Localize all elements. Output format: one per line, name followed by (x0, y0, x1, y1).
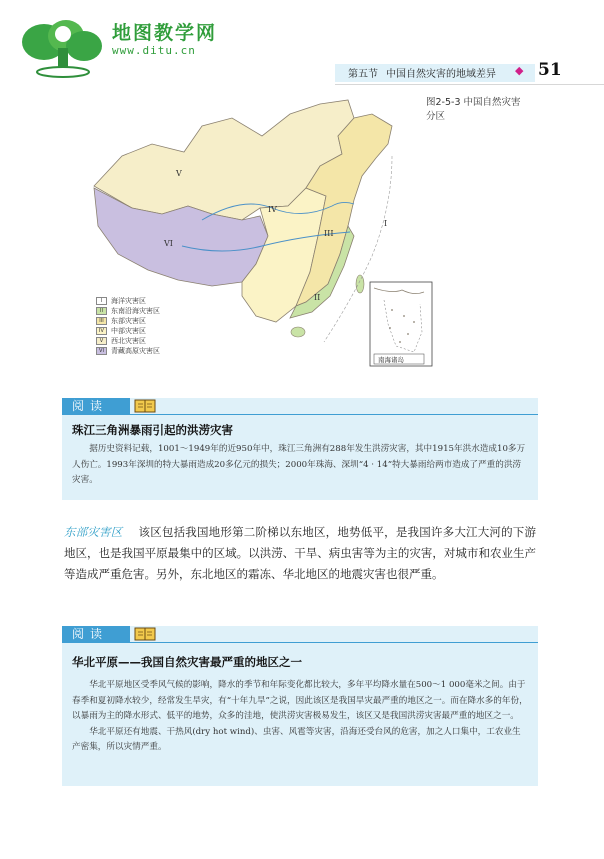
header-chapter-title: 中国自然灾害的地域差异 (386, 69, 496, 80)
figure-caption-line1: 图2-5-3 中国自然灾害 (426, 97, 521, 108)
legend-label: 海洋灾害区 (111, 297, 146, 305)
logo-title: 地图教学网 (112, 22, 218, 44)
inset-label: 南海诸岛 (378, 356, 404, 364)
legend-label: 东南沿海灾害区 (111, 307, 160, 315)
diamond-icon: ◆ (515, 64, 524, 77)
legend-swatch: I (96, 297, 107, 305)
reading-paragraph: 据历史资料记载，1001～1949年的近950年中，珠江三角洲有288年发生洪涝灾害，其中1915年洪水造成10多万人伤亡。1993年深圳的特大暴雨造成20多亿元的损失；2000年珠海、深圳“4 · 14”特大暴雨给两市造成了严重的洪涝灾害。 (72, 444, 526, 485)
east-zone-paragraph (64, 522, 536, 585)
reading-paragraph: 华北平原还有地震、干热风(dry hot wind)、虫害、风雹等灾害，沿海还受台风的危害，加之人口集中，工农业生产密集，所以灾情严重。 (72, 726, 521, 752)
legend-swatch: IV (96, 327, 107, 335)
taiwan-island (356, 275, 364, 293)
legend-item (96, 336, 160, 346)
legend-swatch: V (96, 337, 107, 345)
reading-tab-1: 阅读 (62, 398, 130, 414)
east-zone-term: 东部灾害区 (64, 525, 123, 539)
logo-tree-icon (14, 14, 110, 80)
region-label-ii: II (314, 293, 321, 302)
inset-frame (370, 282, 432, 366)
legend-item (96, 296, 160, 306)
region-label-iv: IV (268, 205, 277, 214)
page-number: 51 (538, 60, 562, 80)
legend-item (96, 346, 160, 356)
reading-rule-2 (62, 642, 538, 643)
hainan-island (291, 327, 305, 337)
east-zone-text: 该区包括我国地形第二阶梯以东地区，地势低平，是我国许多大江大河的下游地区，也是我国平原最集中的区域。以洪涝、干旱、病虫害等为主的灾害，对城市和农业生产等造成严重危害。另外，东北地区的霜冻、华北地区的地震灾害也很严重。 (64, 525, 537, 581)
legend-label: 中部灾害区 (111, 327, 146, 335)
legend-item (96, 316, 160, 326)
figure-caption (426, 96, 546, 124)
region-label-iii: III (324, 229, 334, 238)
reading-text-2 (72, 678, 528, 756)
legend-item (96, 306, 160, 316)
reading-rule-1 (62, 414, 538, 415)
legend-label: 东部灾害区 (111, 317, 146, 325)
region-label-i: I (384, 219, 388, 228)
legend-label: 青藏高原灾害区 (111, 347, 160, 355)
legend-item (96, 326, 160, 336)
legend-swatch: III (96, 317, 107, 325)
legend-label: 西北灾害区 (111, 337, 146, 345)
reading-text-1 (72, 442, 528, 489)
figure-caption-line2: 分区 (426, 111, 446, 122)
legend-swatch: II (96, 307, 107, 315)
region-label-v: V (176, 169, 182, 178)
header-section: 第五节 (348, 69, 378, 80)
logo-url: www.ditu.cn (112, 44, 196, 57)
map-legend (96, 296, 160, 356)
reading-paragraph: 华北平原地区受季风气候的影响，降水的季节和年际变化都比较大，多年平均降水量在500～1 000毫米之间。由于春季和夏初降水较少，经常发生旱灾，有“十年九旱”之说，因此该区是我国旱灾最严重的地区之一。而在降水多的年份，以暴雨为主的降水形式、低平的地势，众多的洼地，使洪涝灾害极易发生，该区又是我国洪涝灾害最严重的地区之一。 (72, 680, 528, 721)
reading-tab-2: 阅读 (62, 626, 130, 642)
book-icon (134, 627, 156, 641)
reading-heading-2: 华北平原——我国自然灾害最严重的地区之一 (72, 655, 302, 669)
header-rule (335, 84, 604, 85)
book-icon (134, 399, 156, 413)
region-label-vi: VI (164, 239, 173, 248)
reading-heading-1: 珠江三角洲暴雨引起的洪涝灾害 (72, 423, 233, 437)
legend-swatch: VI (96, 347, 107, 355)
